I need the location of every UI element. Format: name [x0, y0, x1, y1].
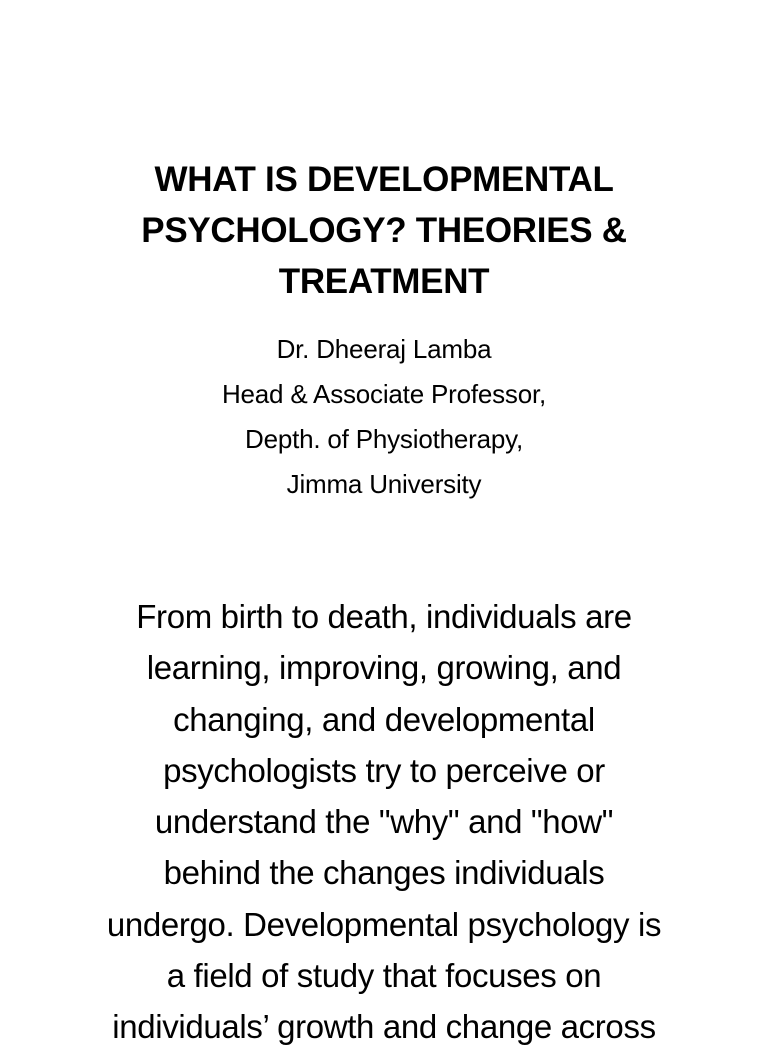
paragraph-line: individuals’ growth and change across — [112, 1008, 656, 1046]
paragraph-line: understand the "why" and "how" — [154, 803, 614, 841]
author-block — [84, 327, 684, 507]
body-paragraph — [14, 591, 754, 1053]
title-line: WHAT IS DEVELOPMENTAL — [154, 160, 614, 199]
paragraph-line: From birth to death, individuals are — [136, 598, 632, 635]
author-institution: Jimma University — [286, 469, 482, 499]
slide-title — [84, 154, 684, 307]
paragraph-line: changing, and developmental — [173, 700, 595, 738]
content-slide — [0, 576, 768, 1046]
title-line: PSYCHOLOGY? THEORIES & — [141, 211, 627, 250]
paragraph-line: learning, improving, growing, and — [146, 649, 622, 687]
paragraph-line: psychologists try to perceive or — [163, 751, 605, 789]
author-department: Depth. of Physiotherapy, — [245, 424, 523, 454]
author-name: Dr. Dheeraj Lamba — [276, 334, 492, 364]
paragraph-line: behind the changes individuals — [163, 854, 605, 892]
paragraph-line: a field of study that focuses on — [166, 957, 602, 995]
title-line: TREATMENT — [278, 262, 490, 301]
author-position: Head & Associate Professor, — [221, 379, 547, 409]
paragraph-line: undergo. Developmental psychology is — [106, 905, 662, 943]
